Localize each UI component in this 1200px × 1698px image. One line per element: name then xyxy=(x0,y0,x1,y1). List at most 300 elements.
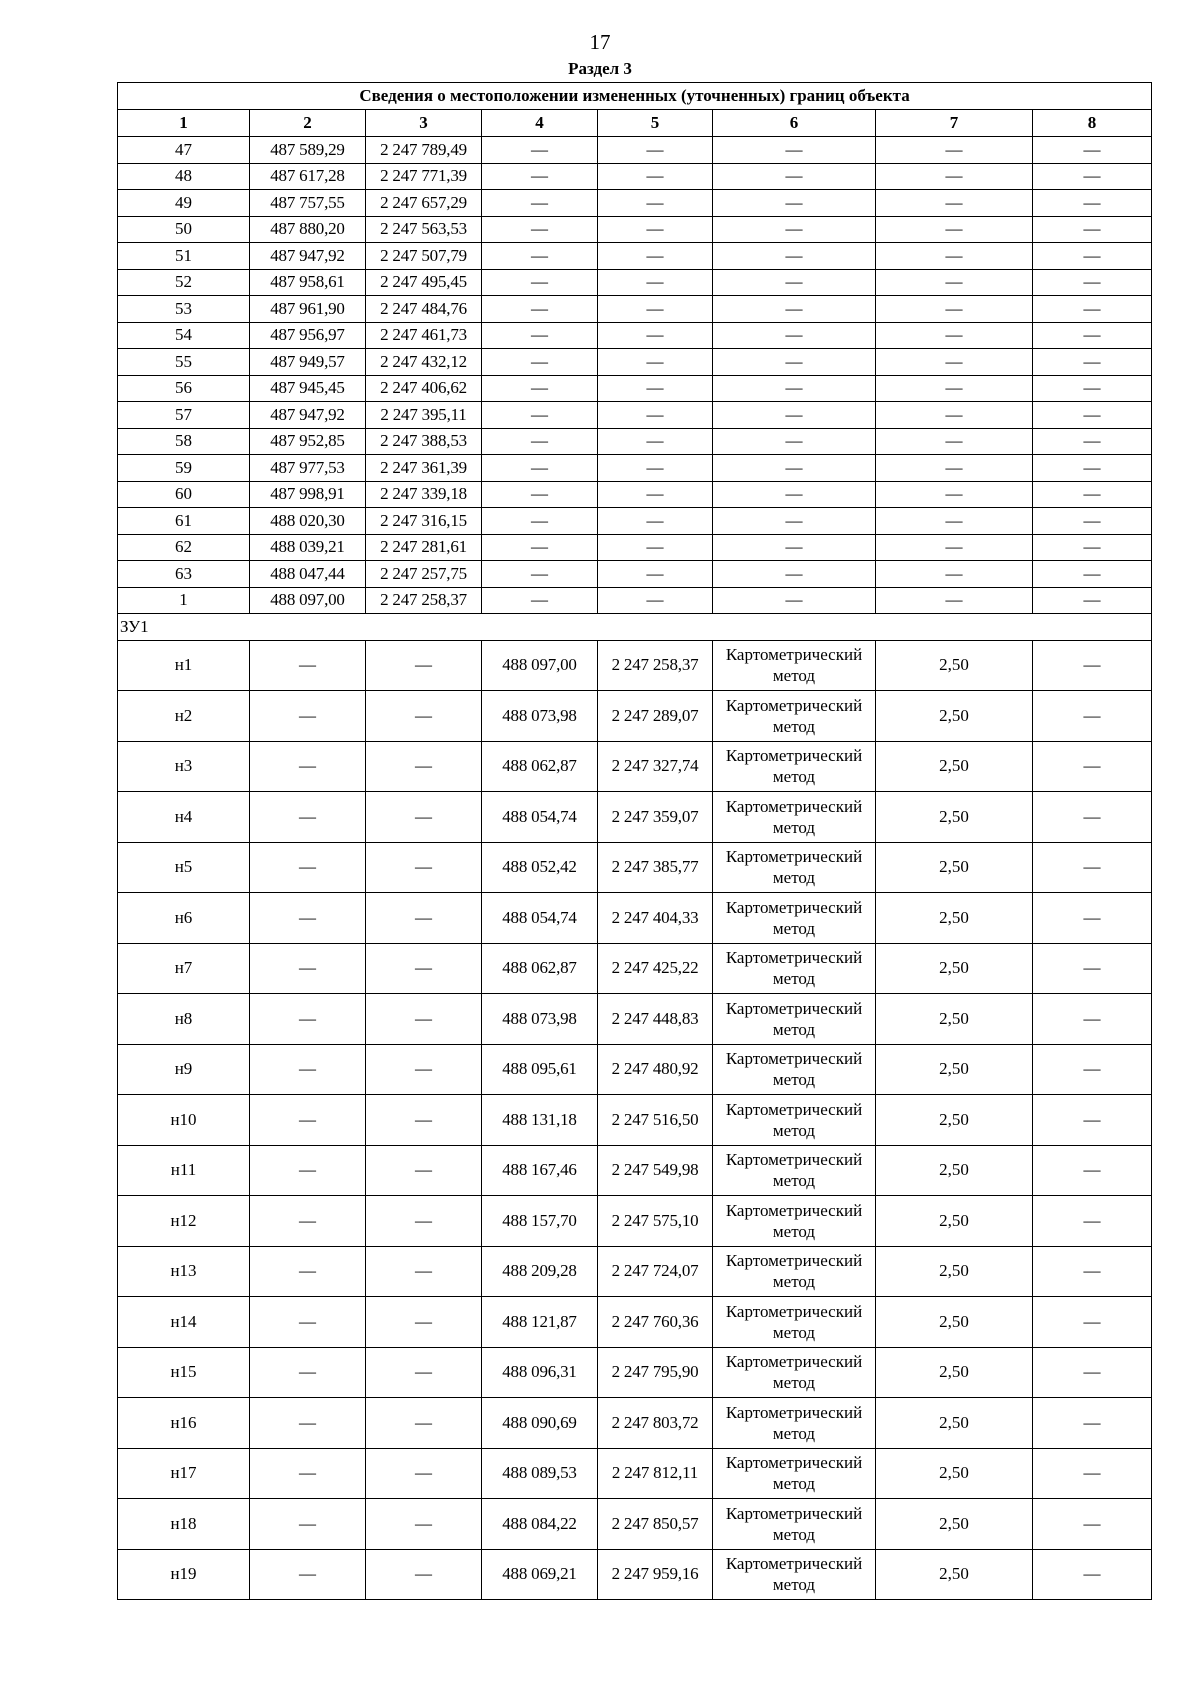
table-cell: — xyxy=(250,1448,366,1499)
table-cell: — xyxy=(876,561,1033,588)
table-cell: — xyxy=(876,402,1033,429)
table-cell: — xyxy=(1033,1448,1152,1499)
table-cell: — xyxy=(1033,216,1152,243)
table-cell: 488 020,30 xyxy=(250,508,366,535)
table-cell: н19 xyxy=(118,1549,250,1600)
table-cell: 2 247 258,37 xyxy=(366,587,482,614)
table-cell: — xyxy=(713,402,876,429)
table-cell: 2 247 395,11 xyxy=(366,402,482,429)
table-cell: — xyxy=(1033,322,1152,349)
table-cell: 2 247 575,10 xyxy=(598,1196,713,1247)
table-cell: 2 247 760,36 xyxy=(598,1297,713,1348)
column-numbers-row xyxy=(118,110,1152,137)
table-cell: — xyxy=(250,1499,366,1550)
table-cell: 2 247 850,57 xyxy=(598,1499,713,1550)
table-row xyxy=(118,508,1152,535)
table-cell: н10 xyxy=(118,1095,250,1146)
table-cell: — xyxy=(482,375,598,402)
table-cell: — xyxy=(482,534,598,561)
table-cell: 2 247 812,11 xyxy=(598,1448,713,1499)
table-cell: — xyxy=(250,1196,366,1247)
table-cell: н2 xyxy=(118,691,250,742)
table-cell: 2 247 657,29 xyxy=(366,190,482,217)
table-cell: — xyxy=(876,508,1033,535)
table-cell: 47 xyxy=(118,137,250,164)
table-cell: 55 xyxy=(118,349,250,376)
table-cell: — xyxy=(482,163,598,190)
table-cell: — xyxy=(366,893,482,944)
table-cell: — xyxy=(598,190,713,217)
table-cell: 488 047,44 xyxy=(250,561,366,588)
table-row xyxy=(118,1246,1152,1297)
table-cell: — xyxy=(1033,1499,1152,1550)
table-cell: 2,50 xyxy=(876,1398,1033,1449)
table-cell: 57 xyxy=(118,402,250,429)
table-row xyxy=(118,216,1152,243)
table-cell: — xyxy=(598,587,713,614)
column-number-3: 3 xyxy=(366,110,482,137)
table-cell: — xyxy=(1033,842,1152,893)
table-cell: — xyxy=(713,322,876,349)
table-row xyxy=(118,1549,1152,1600)
table-cell: 2,50 xyxy=(876,1095,1033,1146)
table-cell: 2 247 316,15 xyxy=(366,508,482,535)
table-cell: 2 247 361,39 xyxy=(366,455,482,482)
table-row xyxy=(118,1297,1152,1348)
table-cell: — xyxy=(1033,1398,1152,1449)
table-row xyxy=(118,1196,1152,1247)
table-cell: — xyxy=(482,587,598,614)
table-cell: 2 247 795,90 xyxy=(598,1347,713,1398)
table-cell: — xyxy=(598,349,713,376)
table-cell: н1 xyxy=(118,640,250,691)
column-number-1: 1 xyxy=(118,110,250,137)
table-cell: — xyxy=(1033,243,1152,270)
table-row xyxy=(118,296,1152,323)
table-cell: 54 xyxy=(118,322,250,349)
table-cell: — xyxy=(250,994,366,1045)
table-row xyxy=(118,561,1152,588)
table-cell: 488 054,74 xyxy=(482,792,598,843)
table-cell: 488 209,28 xyxy=(482,1246,598,1297)
table-cell: 488 121,87 xyxy=(482,1297,598,1348)
table-cell: — xyxy=(366,1499,482,1550)
table-cell: — xyxy=(366,640,482,691)
method-cell: Картометрический метод xyxy=(713,1347,876,1398)
table-cell: 59 xyxy=(118,455,250,482)
table-cell: — xyxy=(598,455,713,482)
table-cell: 487 880,20 xyxy=(250,216,366,243)
table-row xyxy=(118,1044,1152,1095)
table-cell: — xyxy=(366,842,482,893)
table-cell: — xyxy=(1033,190,1152,217)
table-row xyxy=(118,1499,1152,1550)
table-cell: — xyxy=(713,243,876,270)
table-cell: — xyxy=(598,269,713,296)
table-cell: — xyxy=(1033,1145,1152,1196)
method-cell: Картометрический метод xyxy=(713,1398,876,1449)
table-cell: — xyxy=(713,561,876,588)
table-cell: 2 247 425,22 xyxy=(598,943,713,994)
table-cell: 488 073,98 xyxy=(482,691,598,742)
table-cell: 487 589,29 xyxy=(250,137,366,164)
table-cell: — xyxy=(598,375,713,402)
method-cell: Картометрический метод xyxy=(713,1145,876,1196)
table-cell: — xyxy=(366,1297,482,1348)
table-cell: — xyxy=(876,137,1033,164)
table-cell: — xyxy=(1033,1196,1152,1247)
table-cell: 2 247 724,07 xyxy=(598,1246,713,1297)
table-cell: 2 247 484,76 xyxy=(366,296,482,323)
table-cell: — xyxy=(366,994,482,1045)
table-cell: 488 084,22 xyxy=(482,1499,598,1550)
table-cell: — xyxy=(876,349,1033,376)
table-row xyxy=(118,322,1152,349)
table-cell: 2 247 507,79 xyxy=(366,243,482,270)
table-cell: 2 247 495,45 xyxy=(366,269,482,296)
table-cell: 488 157,70 xyxy=(482,1196,598,1247)
table-cell: 488 097,00 xyxy=(482,640,598,691)
table-cell: — xyxy=(250,943,366,994)
table-cell: 2 247 406,62 xyxy=(366,375,482,402)
table-row xyxy=(118,137,1152,164)
column-number-4: 4 xyxy=(482,110,598,137)
table-cell: 487 617,28 xyxy=(250,163,366,190)
table-cell: — xyxy=(482,322,598,349)
table-cell: — xyxy=(876,296,1033,323)
table-cell: — xyxy=(1033,508,1152,535)
table-cell: — xyxy=(1033,163,1152,190)
table-cell: 488 069,21 xyxy=(482,1549,598,1600)
table-cell: 488 131,18 xyxy=(482,1095,598,1146)
table-cell: 2,50 xyxy=(876,1044,1033,1095)
table-cell: — xyxy=(713,375,876,402)
table-cell: — xyxy=(598,163,713,190)
table-cell: — xyxy=(598,137,713,164)
table-cell: — xyxy=(482,137,598,164)
table-row xyxy=(118,587,1152,614)
table-cell: — xyxy=(713,587,876,614)
table-cell: 2 247 404,33 xyxy=(598,893,713,944)
table-cell: — xyxy=(482,269,598,296)
table-cell: — xyxy=(876,375,1033,402)
table-cell: 2 247 516,50 xyxy=(598,1095,713,1146)
table-cell: 488 089,53 xyxy=(482,1448,598,1499)
table-cell: — xyxy=(482,481,598,508)
column-number-6: 6 xyxy=(713,110,876,137)
table-cell: — xyxy=(876,455,1033,482)
table-cell: 2 247 789,49 xyxy=(366,137,482,164)
table-cell: — xyxy=(1033,1347,1152,1398)
table-cell: — xyxy=(876,587,1033,614)
table-cell: 487 949,57 xyxy=(250,349,366,376)
table-cell: — xyxy=(713,296,876,323)
table-cell: — xyxy=(713,216,876,243)
method-cell: Картометрический метод xyxy=(713,842,876,893)
table-cell: 2 247 448,83 xyxy=(598,994,713,1045)
table-cell: 2 247 480,92 xyxy=(598,1044,713,1095)
table-cell: — xyxy=(1033,1246,1152,1297)
method-cell: Картометрический метод xyxy=(713,640,876,691)
table-cell: — xyxy=(876,322,1033,349)
table-row xyxy=(118,269,1152,296)
table-cell: 488 062,87 xyxy=(482,741,598,792)
table-cell: 2,50 xyxy=(876,640,1033,691)
table-cell: 56 xyxy=(118,375,250,402)
table-cell: 2,50 xyxy=(876,1145,1033,1196)
table-cell: 49 xyxy=(118,190,250,217)
table-cell: 2,50 xyxy=(876,792,1033,843)
table-cell: 2,50 xyxy=(876,842,1033,893)
table-cell: — xyxy=(713,137,876,164)
table-cell: — xyxy=(1033,943,1152,994)
table-row xyxy=(118,842,1152,893)
table-cell: 2 247 257,75 xyxy=(366,561,482,588)
table-cell: — xyxy=(876,269,1033,296)
table-cell: н5 xyxy=(118,842,250,893)
table-cell: 488 039,21 xyxy=(250,534,366,561)
table-row xyxy=(118,243,1152,270)
method-cell: Картометрический метод xyxy=(713,1044,876,1095)
table-cell: 60 xyxy=(118,481,250,508)
table-cell: 488 096,31 xyxy=(482,1347,598,1398)
table-cell: — xyxy=(482,349,598,376)
table-cell: — xyxy=(250,792,366,843)
table-cell: 63 xyxy=(118,561,250,588)
method-cell: Картометрический метод xyxy=(713,792,876,843)
method-cell: Картометрический метод xyxy=(713,1196,876,1247)
table-cell: — xyxy=(598,322,713,349)
table-cell: 487 947,92 xyxy=(250,243,366,270)
section-title: Раздел 3 xyxy=(568,59,632,78)
table-cell: — xyxy=(598,481,713,508)
table-cell: — xyxy=(366,1044,482,1095)
table-row xyxy=(118,640,1152,691)
table-cell: — xyxy=(713,349,876,376)
table-row xyxy=(118,163,1152,190)
table-cell: 2,50 xyxy=(876,1448,1033,1499)
table-cell: 2 247 388,53 xyxy=(366,428,482,455)
table-cell: 487 757,55 xyxy=(250,190,366,217)
table-cell: 2,50 xyxy=(876,691,1033,742)
table-cell: 488 090,69 xyxy=(482,1398,598,1449)
table-cell: н11 xyxy=(118,1145,250,1196)
table-cell: 2 247 432,12 xyxy=(366,349,482,376)
table-cell: — xyxy=(1033,587,1152,614)
table-row xyxy=(118,893,1152,944)
table-cell: — xyxy=(713,163,876,190)
table-cell: — xyxy=(598,561,713,588)
table-cell: — xyxy=(366,1448,482,1499)
method-cell: Картометрический метод xyxy=(713,741,876,792)
table-cell: — xyxy=(876,190,1033,217)
table-cell: 2,50 xyxy=(876,1549,1033,1600)
table-cell: 61 xyxy=(118,508,250,535)
table-row xyxy=(118,349,1152,376)
table-cell: — xyxy=(482,455,598,482)
table-cell: — xyxy=(1033,375,1152,402)
table-cell: 2 247 385,77 xyxy=(598,842,713,893)
table-cell: 2 247 461,73 xyxy=(366,322,482,349)
table-cell: 488 054,74 xyxy=(482,893,598,944)
table-row xyxy=(118,1398,1152,1449)
table-cell: н3 xyxy=(118,741,250,792)
table-cell: — xyxy=(713,534,876,561)
table-cell: — xyxy=(366,691,482,742)
table-cell: 488 167,46 xyxy=(482,1145,598,1196)
table-cell: н14 xyxy=(118,1297,250,1348)
group-row xyxy=(118,614,1152,641)
table-cell: — xyxy=(366,1398,482,1449)
table-cell: — xyxy=(366,943,482,994)
table-cell: — xyxy=(482,402,598,429)
table-cell: — xyxy=(250,1246,366,1297)
table-cell: — xyxy=(1033,691,1152,742)
method-cell: Картометрический метод xyxy=(713,943,876,994)
table-cell: 488 097,00 xyxy=(250,587,366,614)
table-cell: — xyxy=(598,508,713,535)
table-row xyxy=(118,455,1152,482)
method-cell: Картометрический метод xyxy=(713,1095,876,1146)
table-cell: 488 062,87 xyxy=(482,943,598,994)
table-cell: 2 247 289,07 xyxy=(598,691,713,742)
table-cell: — xyxy=(1033,893,1152,944)
table-cell: — xyxy=(366,1347,482,1398)
table-cell: 50 xyxy=(118,216,250,243)
table-cell: — xyxy=(876,243,1033,270)
table-cell: — xyxy=(1033,534,1152,561)
table-cell: 487 947,92 xyxy=(250,402,366,429)
table-cell: 488 073,98 xyxy=(482,994,598,1045)
table-row xyxy=(118,534,1152,561)
table-cell: 487 952,85 xyxy=(250,428,366,455)
table-cell: — xyxy=(1033,640,1152,691)
table-cell: — xyxy=(1033,296,1152,323)
table-cell: — xyxy=(250,1145,366,1196)
table-cell: — xyxy=(250,842,366,893)
table-cell: 2 247 359,07 xyxy=(598,792,713,843)
table-cell: — xyxy=(1033,792,1152,843)
table-cell: — xyxy=(1033,1095,1152,1146)
table-cell: — xyxy=(1033,1297,1152,1348)
table-caption: Сведения о местоположении измененных (уточненных) границ объекта xyxy=(118,83,1152,110)
table-cell: н6 xyxy=(118,893,250,944)
table-cell: — xyxy=(713,269,876,296)
table-cell: н16 xyxy=(118,1398,250,1449)
table-cell: — xyxy=(598,402,713,429)
table-cell: — xyxy=(250,741,366,792)
table-row xyxy=(118,943,1152,994)
table-cell: 2 247 327,74 xyxy=(598,741,713,792)
table-cell: 487 956,97 xyxy=(250,322,366,349)
table-row xyxy=(118,428,1152,455)
column-number-8: 8 xyxy=(1033,110,1152,137)
table-cell: — xyxy=(876,428,1033,455)
table-cell: — xyxy=(598,428,713,455)
table-cell: 2,50 xyxy=(876,1196,1033,1247)
table-row xyxy=(118,1347,1152,1398)
page-number: 17 xyxy=(589,30,611,54)
table-cell: — xyxy=(598,296,713,323)
column-number-2: 2 xyxy=(250,110,366,137)
table-cell: — xyxy=(250,893,366,944)
table-cell: — xyxy=(250,1347,366,1398)
table-cell: — xyxy=(598,534,713,561)
table-cell: — xyxy=(713,190,876,217)
table-cell: 2,50 xyxy=(876,1347,1033,1398)
table-cell: — xyxy=(598,216,713,243)
table-cell: — xyxy=(250,1044,366,1095)
table-cell: 487 945,45 xyxy=(250,375,366,402)
table-row xyxy=(118,741,1152,792)
table-cell: — xyxy=(876,534,1033,561)
table-cell: — xyxy=(482,561,598,588)
table-cell: — xyxy=(876,163,1033,190)
table-cell: — xyxy=(250,691,366,742)
method-cell: Картометрический метод xyxy=(713,994,876,1045)
table-cell: — xyxy=(1033,269,1152,296)
table-cell: 2,50 xyxy=(876,1297,1033,1348)
table-cell: — xyxy=(713,481,876,508)
table-cell: 1 xyxy=(118,587,250,614)
table-cell: 487 998,91 xyxy=(250,481,366,508)
table-row xyxy=(118,1448,1152,1499)
table-cell: — xyxy=(366,1246,482,1297)
method-cell: Картометрический метод xyxy=(713,1549,876,1600)
table-cell: 2,50 xyxy=(876,741,1033,792)
table-cell: — xyxy=(1033,1549,1152,1600)
table-cell: — xyxy=(482,508,598,535)
table-cell: — xyxy=(1033,455,1152,482)
table-row xyxy=(118,375,1152,402)
table-cell: 2 247 549,98 xyxy=(598,1145,713,1196)
table-cell: — xyxy=(713,508,876,535)
table-cell: н12 xyxy=(118,1196,250,1247)
table-cell: — xyxy=(1033,561,1152,588)
table-cell: н8 xyxy=(118,994,250,1045)
table-cell: — xyxy=(366,1196,482,1247)
table-cell: 53 xyxy=(118,296,250,323)
method-cell: Картометрический метод xyxy=(713,691,876,742)
table-cell: 2 247 771,39 xyxy=(366,163,482,190)
table-cell: 487 961,90 xyxy=(250,296,366,323)
table-cell: н17 xyxy=(118,1448,250,1499)
table-cell: 2 247 563,53 xyxy=(366,216,482,243)
table-cell: — xyxy=(366,741,482,792)
table-cell: 488 095,61 xyxy=(482,1044,598,1095)
table-cell: — xyxy=(1033,402,1152,429)
method-cell: Картометрический метод xyxy=(713,1499,876,1550)
table-body xyxy=(118,137,1152,1600)
table-cell: — xyxy=(250,1095,366,1146)
table-cell: — xyxy=(876,481,1033,508)
table-cell: — xyxy=(482,243,598,270)
table-cell: 48 xyxy=(118,163,250,190)
table-cell: — xyxy=(1033,481,1152,508)
table-cell: — xyxy=(366,792,482,843)
table-cell: 2 247 339,18 xyxy=(366,481,482,508)
table-cell: — xyxy=(876,216,1033,243)
table-cell: — xyxy=(250,1297,366,1348)
table-cell: — xyxy=(366,1145,482,1196)
boundary-table xyxy=(117,82,1152,1600)
table-cell: — xyxy=(1033,1044,1152,1095)
table-cell: 487 958,61 xyxy=(250,269,366,296)
table-cell: 2,50 xyxy=(876,893,1033,944)
method-cell: Картометрический метод xyxy=(713,893,876,944)
table-cell: 2,50 xyxy=(876,943,1033,994)
table-cell: — xyxy=(482,190,598,217)
